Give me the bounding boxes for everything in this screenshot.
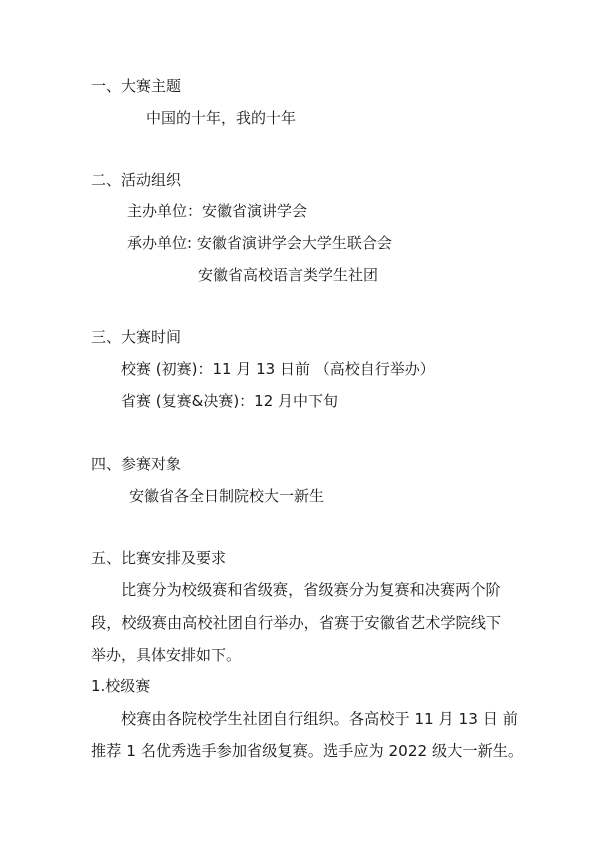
organizer-line: 主办单位：安徽省演讲学会 [127,202,308,220]
section-heading-participants: 四、参赛对象 [91,455,182,473]
section-heading-theme: 一、大赛主题 [91,77,182,95]
arrangement-para-line-1: 比赛分为校级赛和省级赛，省级赛分为复赛和决赛两个阶 [121,581,501,599]
arrangement-para-line-2: 段，校级赛由高校社团自行举办，省赛于安徽省艺术学院线下 [91,614,502,632]
school-round-line: 校赛 (初赛)：11 月 13 日前 （高校自行举办） [121,360,435,378]
subheading-school-round: 1.校级赛 [91,677,151,695]
school-round-para-line-2: 推荐 1 名优秀选手参加省级复赛。选手应为 2022 级大一新生。 [91,742,524,760]
participants-text: 安徽省各全日制院校大一新生 [129,487,325,505]
section-heading-schedule: 三、大赛时间 [91,328,182,346]
provincial-round-line: 省赛 (复赛&决赛)：12 月中下旬 [121,392,339,410]
section-heading-arrangement: 五、比赛安排及要求 [91,549,227,567]
arrangement-para-line-3: 举办，具体安排如下。 [91,646,242,664]
co-organizer-line-2: 安徽省高校语言类学生社团 [198,266,379,284]
school-round-para-line-1: 校赛由各院校学生社团自行组织。各高校于 11 月 13 日 前 [121,710,518,728]
co-organizer-line: 承办单位: 安徽省演讲学会大学生联合会 [127,234,392,252]
theme-text: 中国的十年，我的十年 [146,109,297,127]
section-heading-organization: 二、活动组织 [91,171,182,189]
